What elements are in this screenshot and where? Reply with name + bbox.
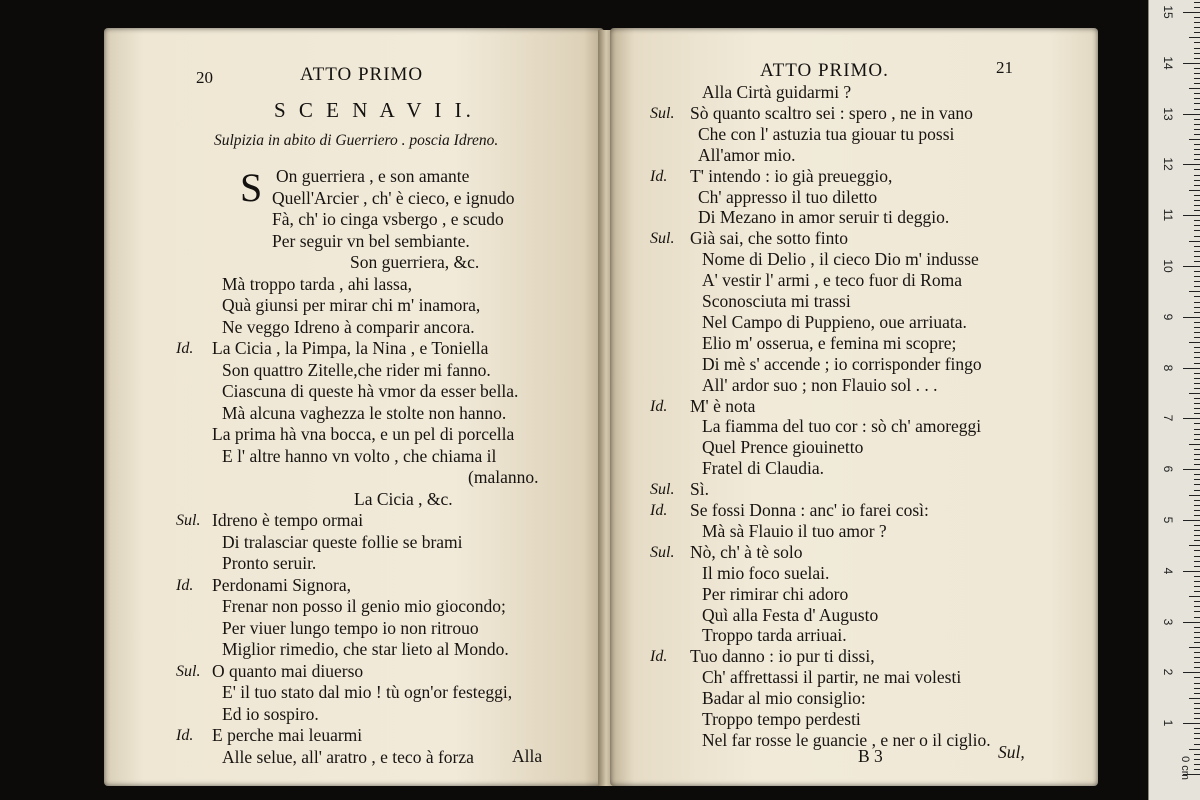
verse-line: On guerriera , e son amante — [276, 166, 470, 186]
verse-line: Tuo danno : io pur ti dissi, — [690, 646, 875, 667]
ruler-tick — [1189, 37, 1200, 38]
ruler-tick — [1194, 733, 1200, 734]
ruler-tick — [1194, 357, 1200, 358]
verse-line: Alla Cirtà guidarmi ? — [702, 82, 852, 102]
ruler-tick — [1194, 185, 1200, 186]
ruler-tick — [1194, 459, 1200, 460]
verse-line: Frenar non posso il genio mio giocondo; — [222, 596, 506, 616]
ruler-tick — [1183, 114, 1200, 115]
ruler-tick — [1194, 662, 1200, 663]
ruler-tick — [1183, 368, 1200, 369]
verse-line: La prima hà vna bocca, e un pel di porcella — [212, 424, 515, 444]
ruler-tick — [1194, 601, 1200, 602]
verse-line: Nò, ch' à tè solo — [690, 541, 803, 562]
ruler-tick — [1194, 540, 1200, 541]
ruler-tick — [1194, 652, 1200, 653]
ruler-tick — [1189, 596, 1200, 597]
ruler-tick — [1194, 7, 1200, 8]
ruler-tick — [1194, 398, 1200, 399]
ruler-tick — [1194, 693, 1200, 694]
ruler-tick — [1194, 769, 1200, 770]
ruler-tick — [1194, 439, 1200, 440]
ruler-tick — [1194, 677, 1200, 678]
verse-line: E perche mai leuarmi — [212, 725, 363, 745]
ruler-tick — [1194, 220, 1200, 221]
ruler-tick — [1194, 48, 1200, 49]
ruler-tick — [1194, 154, 1200, 155]
verse-line: Son quattro Zitelle,che rider mi fanno. — [222, 359, 491, 380]
ruler-tick — [1194, 576, 1200, 577]
ruler-tick — [1194, 109, 1200, 110]
ruler-tick — [1194, 180, 1200, 181]
ruler-tick — [1194, 307, 1200, 308]
ruler-tick — [1194, 423, 1200, 424]
ruler-tick — [1194, 302, 1200, 303]
ruler-tick — [1189, 139, 1200, 140]
ruler-tick — [1189, 545, 1200, 546]
verse-line: Nel Campo di Puppieno, oue arriuata. — [702, 311, 967, 332]
measuring-ruler — [1148, 0, 1200, 800]
verse-line: T' intendo : io già preueggio, — [690, 165, 893, 186]
ruler-tick — [1194, 347, 1200, 348]
ruler-tick — [1183, 571, 1200, 572]
ruler-tick — [1194, 657, 1200, 658]
ruler-tick — [1194, 134, 1200, 135]
ruler-tick — [1194, 728, 1200, 729]
ruler-tick — [1194, 363, 1200, 364]
ruler-tick — [1194, 286, 1200, 287]
ruler-tick — [1194, 98, 1200, 99]
ruler-tick — [1194, 103, 1200, 104]
ruler-tick — [1194, 535, 1200, 536]
ruler-tick — [1194, 2, 1200, 3]
ruler-tick — [1194, 312, 1200, 313]
verse-line: All'amor mio. — [698, 144, 796, 165]
ruler-number: 8 — [1161, 364, 1175, 371]
ruler-tick — [1194, 708, 1200, 709]
ruler-number: 15 — [1161, 5, 1175, 19]
ruler-tick — [1194, 93, 1200, 94]
ruler-tick — [1194, 230, 1200, 231]
ruler-tick — [1189, 88, 1200, 89]
ruler-tick — [1194, 271, 1200, 272]
ruler-tick — [1194, 637, 1200, 638]
ruler-tick — [1194, 378, 1200, 379]
verse-line: La Cicia , la Pimpa, la Nina , e Toniella — [212, 338, 489, 358]
ruler-tick — [1189, 291, 1200, 292]
ruler-tick — [1183, 672, 1200, 673]
speaker-label: Id. — [650, 167, 668, 185]
page-number: 20 — [196, 68, 213, 87]
ruler-tick — [1189, 698, 1200, 699]
verse-line: E l' altre hanno vn volto , che chiama il — [222, 445, 497, 466]
verse-line: Pronto seruir. — [222, 553, 317, 573]
ruler-number: 10 — [1161, 259, 1175, 273]
drop-capital: S — [240, 165, 263, 210]
ruler-number: 4 — [1161, 567, 1175, 575]
ruler-tick — [1194, 149, 1200, 150]
verse-line: Il mio foco suelai. — [702, 562, 830, 583]
right-page — [610, 28, 1098, 786]
ruler-tick — [1194, 119, 1200, 120]
ruler-tick — [1194, 58, 1200, 59]
speaker-label: Sul. — [176, 662, 201, 680]
ruler-tick — [1194, 42, 1200, 43]
verse-line: Ed io sospiro. — [222, 703, 319, 724]
ruler-tick — [1183, 723, 1200, 724]
verse-line: Miglior rimedio, che star lieto al Mondo. — [222, 639, 509, 659]
ruler-tick — [1194, 525, 1200, 526]
ruler-tick — [1183, 520, 1200, 521]
ruler-tick — [1194, 683, 1200, 684]
ruler-tick — [1194, 515, 1200, 516]
ruler-tick — [1194, 373, 1200, 374]
ruler-tick — [1194, 78, 1200, 79]
speaker-label: Id. — [176, 727, 194, 744]
ruler-tick — [1194, 434, 1200, 435]
ruler-tick — [1194, 210, 1200, 211]
ruler-tick — [1194, 73, 1200, 74]
ruler-tick — [1183, 215, 1200, 216]
ruler-number: 3 — [1161, 618, 1175, 625]
verse-line: La Cicia , &c. — [354, 488, 453, 509]
ruler-tick — [1194, 225, 1200, 226]
verse-line: Elio m' osserua, e femina mi scopre; — [702, 332, 957, 353]
ruler-tick — [1194, 688, 1200, 689]
ruler-tick — [1194, 464, 1200, 465]
speaker-label: Sul. — [650, 481, 675, 499]
ruler-tick — [1194, 124, 1200, 125]
ruler-number: 1 — [1161, 719, 1175, 727]
ruler-tick — [1194, 83, 1200, 84]
speaker-label: Id. — [650, 648, 668, 666]
ruler-tick — [1194, 586, 1200, 587]
ruler-tick — [1189, 647, 1200, 648]
verse-line: Troppo tempo perdesti — [702, 709, 861, 729]
running-head: ATTO PRIMO — [300, 64, 424, 85]
ruler-tick — [1189, 241, 1200, 242]
ruler-tick — [1194, 169, 1200, 170]
verse-line: Ch' affrettassi il partir, ne mai volesti — [702, 667, 962, 688]
ruler-tick — [1183, 418, 1200, 419]
ruler-tick — [1194, 550, 1200, 551]
ruler-tick — [1194, 510, 1200, 511]
ruler-tick — [1194, 159, 1200, 160]
ruler-tick — [1194, 454, 1200, 455]
verse-line: Sì. — [690, 479, 709, 500]
verse-line: Per seguir vn bel sembiante. — [272, 230, 470, 251]
ruler-tick — [1194, 408, 1200, 409]
ruler-tick — [1194, 505, 1200, 506]
ruler-tick — [1194, 236, 1200, 237]
ruler-number: 13 — [1161, 106, 1175, 121]
ruler-tick — [1194, 68, 1200, 69]
ruler-tick — [1194, 352, 1200, 353]
ruler-tick — [1183, 266, 1200, 267]
verse-line: M' è nota — [690, 395, 756, 416]
verse-line: Nome di Delio , il cieco Dio m' indusse — [702, 249, 979, 270]
ruler-tick — [1194, 205, 1200, 206]
verse-line: Di mè s' accende ; io corrisponder fingo — [702, 353, 982, 374]
verse-line: E' il tuo stato dal mio ! tù ogn'or festeggi, — [222, 682, 513, 702]
ruler-number: 14 — [1161, 56, 1175, 70]
verse-line: Ch' appresso il tuo diletto — [698, 186, 878, 207]
ruler-tick — [1194, 388, 1200, 389]
verse-line: Mà troppo tarda , ahi lassa, — [222, 273, 413, 294]
ruler-tick — [1194, 642, 1200, 643]
verse-line: Ciascuna di queste hà vmor da esser bella. — [222, 381, 519, 401]
catchword: Alla — [512, 746, 543, 766]
ruler-tick — [1194, 500, 1200, 501]
verse-line: Se fossi Donna : anc' io farei così: — [690, 500, 929, 520]
verse-line: Fà, ch' io cinga vsbergo , e scudo — [272, 209, 504, 229]
speaker-label: Sul. — [650, 230, 675, 248]
ruler-tick — [1194, 744, 1200, 745]
ruler-tick — [1194, 322, 1200, 323]
verse-line: Di Mezano in amor seruir ti deggio. — [698, 207, 950, 228]
ruler-tick — [1194, 327, 1200, 328]
ruler-number: 5 — [1161, 516, 1175, 524]
ruler-tick — [1194, 667, 1200, 668]
speaker-label: Id. — [650, 397, 668, 415]
verse-line: (malanno. — [468, 467, 539, 487]
ruler-tick — [1194, 332, 1200, 333]
ruler-tick — [1194, 490, 1200, 491]
verse-line: Idreno è tempo ormai — [212, 510, 364, 530]
ruler-tick — [1189, 444, 1200, 445]
ruler-number: 12 — [1161, 157, 1175, 172]
ruler-tick — [1194, 474, 1200, 475]
ruler-number: 2 — [1161, 669, 1175, 676]
ruler-tick — [1194, 591, 1200, 592]
ruler-tick — [1194, 627, 1200, 628]
ruler-tick — [1194, 53, 1200, 54]
ruler-tick — [1194, 337, 1200, 338]
verse-line: Fratel di Claudia. — [702, 458, 824, 479]
ruler-tick — [1194, 129, 1200, 130]
verse-line: Di tralasciar queste follie se brami — [222, 531, 463, 552]
ruler-tick — [1194, 713, 1200, 714]
ruler-tick — [1194, 606, 1200, 607]
ruler-tick — [1194, 144, 1200, 145]
ruler-tick — [1189, 495, 1200, 496]
verse-line: Son guerriera, &c. — [350, 252, 480, 272]
ruler-tick — [1183, 63, 1200, 64]
ruler-tick — [1194, 200, 1200, 201]
ruler-tick — [1194, 413, 1200, 414]
verse-line: Quell'Arcier , ch' è cieco, e ignudo — [272, 187, 515, 208]
ruler-tick — [1194, 251, 1200, 252]
verse-line: All' ardor suo ; non Flauio sol . . . — [702, 374, 938, 395]
ruler-tick — [1194, 617, 1200, 618]
ruler-tick — [1194, 703, 1200, 704]
ruler-tick — [1194, 718, 1200, 719]
verse-line: Per rimirar chi adoro — [702, 583, 849, 604]
catchword: Sul, — [998, 742, 1025, 762]
speaker-label: Id. — [176, 340, 194, 357]
verse-line: Quì alla Festa d' Augusto — [702, 604, 879, 625]
ruler-tick — [1194, 27, 1200, 28]
ruler-tick — [1183, 164, 1200, 165]
ruler-tick — [1194, 195, 1200, 196]
verse-line: Per viuer lungo tempo io non ritrouo — [222, 617, 479, 638]
verse-line: Mà sà Flauio il tuo amor ? — [702, 520, 887, 541]
ruler-tick — [1194, 383, 1200, 384]
ruler-tick — [1194, 256, 1200, 257]
ruler-tick — [1194, 32, 1200, 33]
verse-line: Sconosciuta mi trassi — [702, 291, 851, 311]
ruler-number: 9 — [1161, 313, 1175, 321]
ruler-tick — [1194, 276, 1200, 277]
scene-title: S C E N A V I I. — [274, 98, 475, 122]
verse-line: Mà alcuna vaghezza le stolte non hanno. — [222, 402, 507, 423]
verse-line: Badar al mio consiglio: — [702, 688, 866, 709]
verse-line: Quà giunsi per mirar chi m' inamora, — [222, 295, 481, 315]
page-number: 21 — [996, 58, 1013, 77]
ruler-tick — [1194, 403, 1200, 404]
verse-line: Già sai, che sotto finto — [690, 228, 848, 249]
ruler-tick — [1194, 429, 1200, 430]
ruler-tick — [1183, 622, 1200, 623]
verse-line: A' vestir l' armi , e teco fuor di Roma — [702, 270, 962, 291]
running-head: ATTO PRIMO. — [760, 60, 889, 81]
ruler-tick — [1194, 175, 1200, 176]
signature-mark: B 3 — [858, 746, 883, 766]
ruler-tick — [1194, 530, 1200, 531]
ruler-tick — [1194, 449, 1200, 450]
ruler-tick — [1189, 190, 1200, 191]
ruler-tick — [1194, 484, 1200, 485]
ruler-tick — [1194, 611, 1200, 612]
verse-line: La fiamma del tuo cor : sò ch' amoreggi — [702, 416, 982, 437]
verse-line: Nel far rosse le guancie , e ner o il ciglio. — [702, 729, 991, 750]
ruler-tick — [1194, 479, 1200, 480]
ruler-number: 7 — [1161, 415, 1175, 422]
verse-line: Ne veggo Idreno à comparir ancora. — [222, 316, 475, 337]
speaker-label: Sul. — [650, 104, 675, 122]
ruler-tick — [1189, 393, 1200, 394]
ruler-tick — [1194, 738, 1200, 739]
ruler-tick — [1183, 469, 1200, 470]
ruler-unit-label: 0 cm — [1179, 756, 1192, 780]
ruler-tick — [1194, 566, 1200, 567]
verse-line: Quel Prence giouinetto — [702, 437, 864, 458]
ruler-tick — [1194, 754, 1200, 755]
verse-line: Che con l' astuzia tua giouar tu possi — [698, 123, 955, 144]
verse-line: O quanto mai diuerso — [212, 660, 364, 681]
verse-line: Sò quanto scaltro sei : spero , ne in vano — [690, 102, 973, 123]
ruler-tick — [1194, 764, 1200, 765]
stage-direction: Sulpizia in abito di Guerriero . poscia Idreno. — [214, 132, 499, 149]
left-page — [104, 28, 604, 786]
ruler-number: 6 — [1161, 465, 1175, 473]
speaker-label: Sul. — [650, 543, 675, 561]
ruler-tick — [1194, 556, 1200, 557]
ruler-tick — [1194, 632, 1200, 633]
ruler-tick — [1183, 317, 1200, 318]
speaker-label: Id. — [176, 576, 194, 594]
ruler-tick — [1194, 281, 1200, 282]
speaker-label: Sul. — [176, 512, 201, 529]
ruler-tick — [1183, 12, 1200, 13]
verse-line: Troppo tarda arriuai. — [702, 625, 847, 646]
ruler-tick — [1194, 296, 1200, 297]
ruler-tick — [1194, 22, 1200, 23]
ruler-tick — [1194, 561, 1200, 562]
verse-line: Perdonami Signora, — [212, 574, 352, 595]
ruler-tick — [1189, 749, 1200, 750]
ruler-tick — [1194, 246, 1200, 247]
ruler-tick — [1194, 17, 1200, 18]
verse-line: Alle selue, all' aratro , e teco à forza — [222, 746, 474, 767]
speaker-label: Id. — [650, 502, 668, 519]
ruler-tick — [1194, 261, 1200, 262]
ruler-tick — [1194, 759, 1200, 760]
ruler-tick — [1189, 342, 1200, 343]
ruler-number: 11 — [1161, 208, 1175, 222]
ruler-tick — [1194, 581, 1200, 582]
